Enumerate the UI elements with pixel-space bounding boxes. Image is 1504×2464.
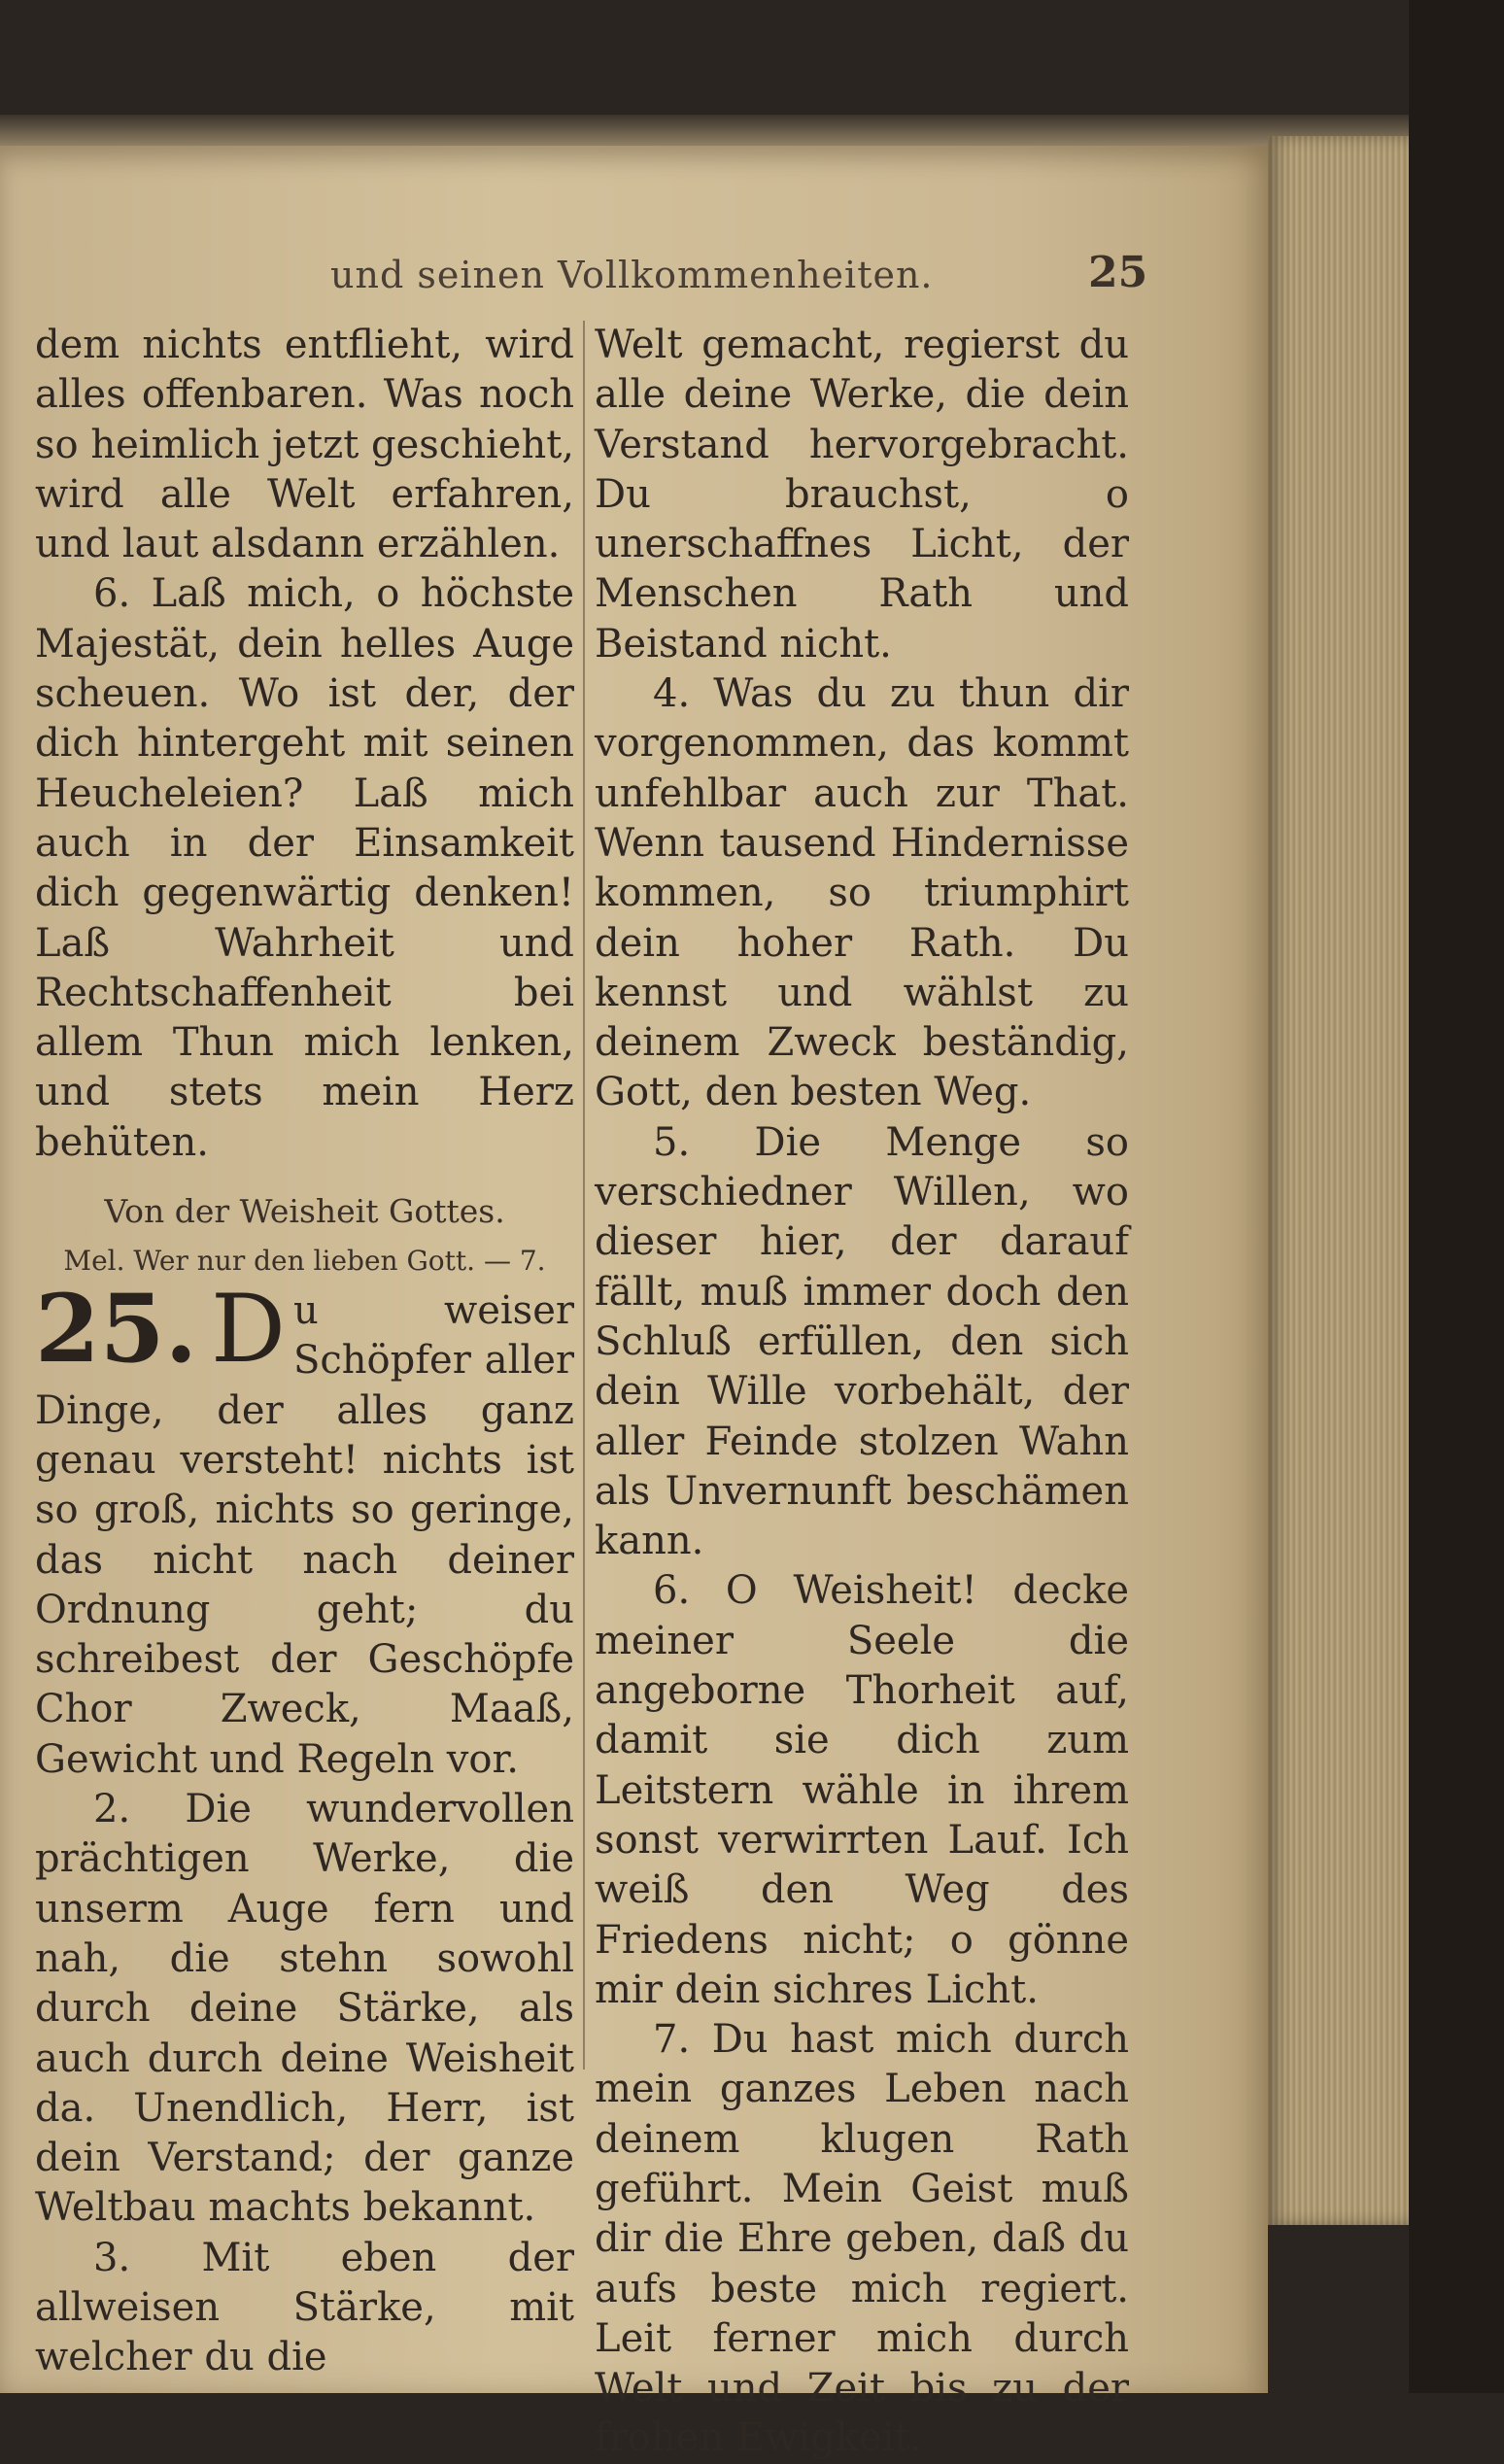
right-paragraph-1: Welt gemacht, regierst du alle deine Werke, die dein Verstand hervorgebracht. Du brauchst, o unerschaffnes Licht, der Menschen Rath und Beistand nicht.	[595, 323, 1129, 667]
right-stanza-5: 5. Die Menge so verschiedner Willen, wo dieser hier, der darauf fällt, muß immer doch den Schluß erfüllen, den sich dein Wille vorbehält, der aller Feinde stolzen Wahn als Unvernunft beschämen kann.	[595, 1119, 1129, 1564]
left-stanza-6: 6. Laß mich, o höchste Majestät, dein helles Auge scheuen. Wo ist der, der dich hintergeht mit seinen Heucheleien? Laß mich auch in der Einsamkeit dich gegenwärtig denken! Laß Wahrheit und Rechtschaffenheit bei allem Thun mich lenken, und stets mein Herz behüten.	[35, 571, 574, 1165]
drop-cap-letter: D	[211, 1275, 286, 1385]
right-stanza-6: 6. O Weisheit! decke meiner Seele die angeborne Thorheit auf, damit sie dich zum Leitstern wähle in ihrem sonst verwirrten Lauf. Ich weiß den Weg des Friedens nicht; o gönne mir dein sichres Licht.	[595, 1568, 1129, 2012]
left-stanza-2: 2. Die wundervollen prächtigen Werke, die unserm Auge fern und nah, die stehn sowohl durch deine Stärke, als auch durch deine Weisheit da. Unendlich, Herr, ist dein Verstand; der ganze Weltbau machts bekannt.	[35, 1787, 574, 2231]
page-stack-edge	[1268, 136, 1409, 2225]
column-divider	[583, 321, 585, 2070]
melody-line: Mel. Wer nur den lieben Gott. — 7.	[63, 1245, 546, 1278]
hymn-number: 25.	[35, 1274, 198, 1385]
running-head: und seinen Vollkommenheiten.	[330, 254, 934, 296]
left-column	[35, 321, 574, 2383]
section-title: Von der Weisheit Gottes.	[104, 1192, 505, 1231]
hymn-25-stanza-1	[35, 1274, 574, 1785]
hymn-text: u weiser Schöpfer aller Dinge, der alles ganz genau versteht! nichts ist so groß, nichts so geringe, das nicht nach deiner Ordnung geht; du schreibest der Geschöpfe Chor Zweck, Maaß, Gewicht und Regeln vor.	[35, 1288, 574, 1782]
right-column	[595, 321, 1129, 2464]
right-stanza-4: 4. Was du zu thun dir vorgenommen, das kommt unfehlbar auch zur That. Wenn tausend Hindernisse kommen, so triumphirt dein hoher Rath. Du kennst und wählst zu deinem Zweck beständig, Gott, den besten Weg.	[595, 671, 1129, 1115]
right-stanza-7: 7. Du hast mich durch mein ganzes Leben nach deinem klugen Rath geführt. Mein Geist muß dir die Ehre geben, daß du aufs beste mich regiert. Leit ferner mich durch Welt und Zeit bis zu der frohen Ewigkeit.	[595, 2017, 1129, 2461]
left-stanza-3: 3. Mit eben der allweisen Stärke, mit welcher du die	[35, 2235, 574, 2380]
background-dark-edge	[1409, 0, 1504, 2393]
left-paragraph-1: dem nichts entflieht, wird alles offenbaren. Was noch so heimlich jetzt geschieht, wird alle Welt erfahren, und laut alsdann erzählen.	[35, 323, 574, 567]
page-number: 25	[1088, 248, 1148, 297]
page-header	[0, 248, 1156, 306]
